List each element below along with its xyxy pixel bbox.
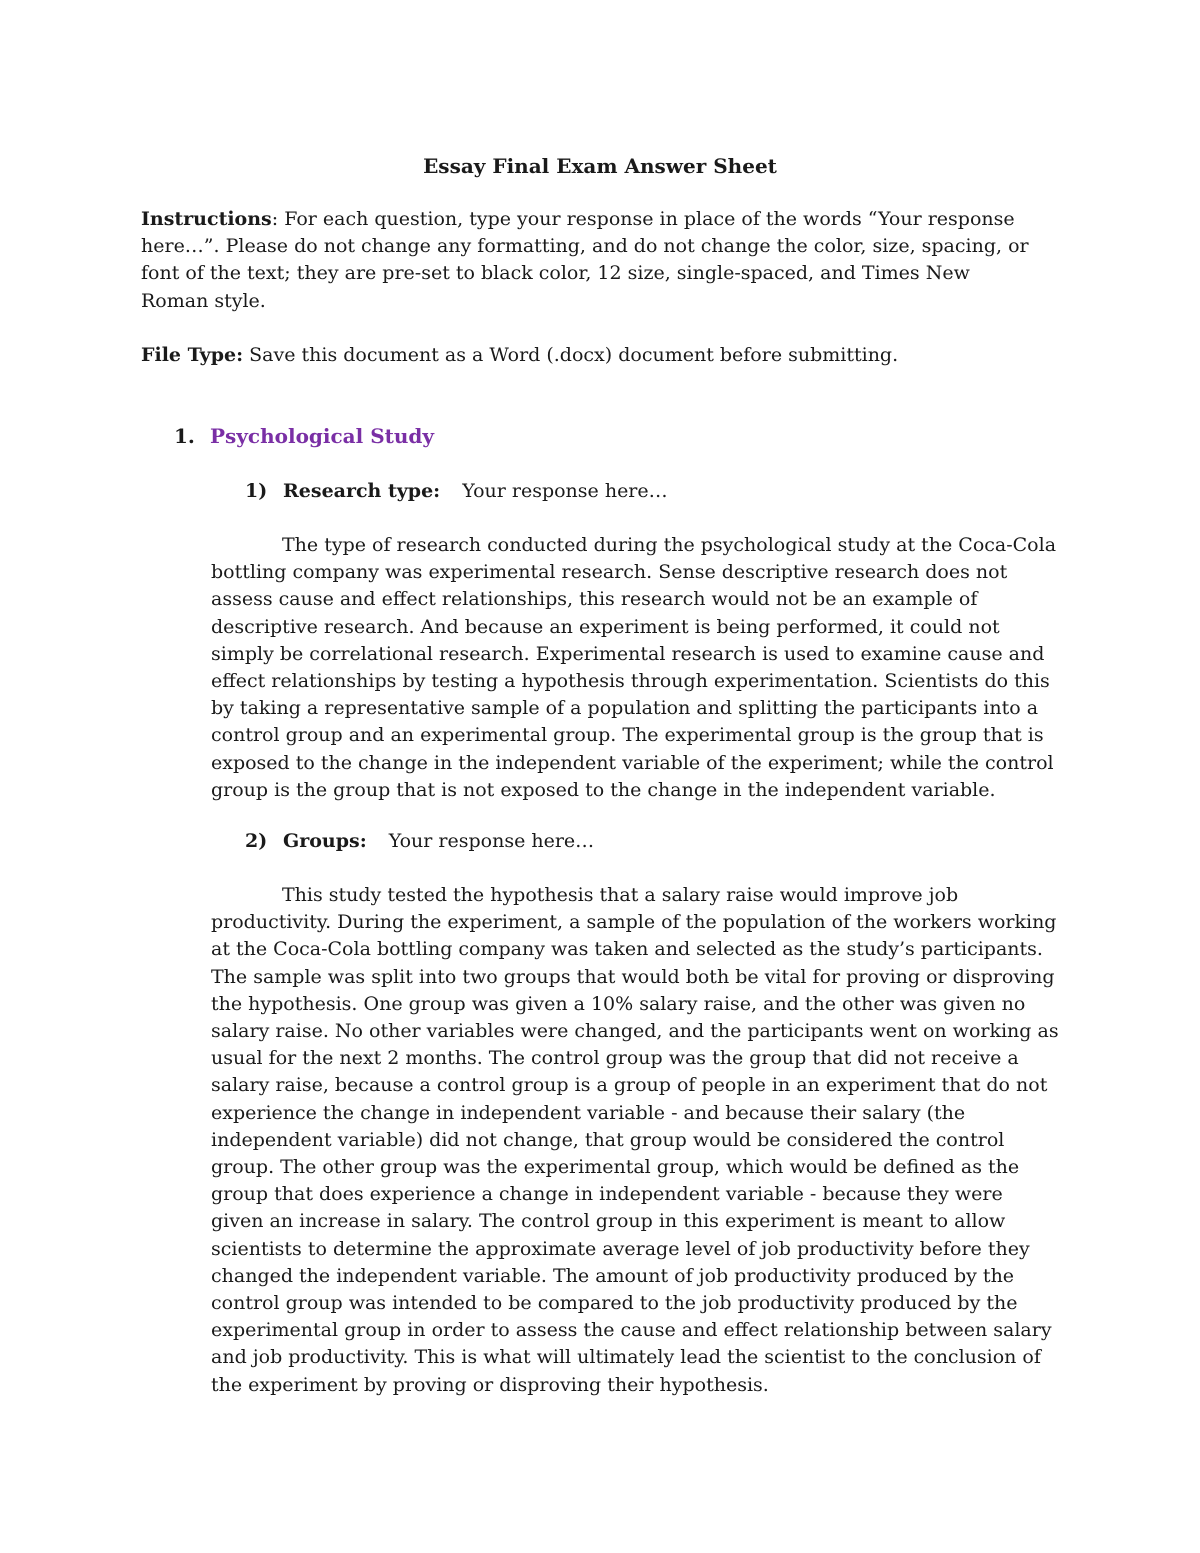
response-placeholder[interactable]: Your response here… <box>388 830 595 852</box>
file-type-label: File Type: <box>141 344 244 366</box>
question-label: Groups: <box>283 830 367 852</box>
question-label: Research type: <box>283 480 441 502</box>
section-title: Psychological Study <box>210 424 435 448</box>
answer-research-type[interactable]: The type of research conducted during the psychological study at the Coca-Cola bottling company was experimental research. Sense descriptive research does not assess cause and effect relationships, this research would not be an example of descriptive research. And because an experiment is being performed, it could not simply be correlational research. Experimental research is used to examine cause and effect relationships by testing a hypothesis through experimentation. Scientists do this by taking a representative sample of a population and splitting the participants into a control group and an experimental group. The experimental group is the group that is exposed to the change in the independent variable of the experiment; while the control group is the group that is not exposed to the change in the independent variable. <box>211 534 1057 801</box>
document-title: Essay Final Exam Answer Sheet <box>423 154 777 178</box>
question-research-type <box>245 478 668 505</box>
question-groups <box>245 828 594 855</box>
response-placeholder[interactable]: Your response here… <box>462 480 668 502</box>
file-type-paragraph <box>141 342 1061 369</box>
section-heading <box>174 423 434 450</box>
section-number: 1. <box>174 424 195 448</box>
instructions-label: Instructions <box>141 208 272 230</box>
answer-groups[interactable]: This study tested the hypothesis that a salary raise would improve job productivity. During the experiment, a sample of the population of the workers working at the Coca-Cola bottling company was taken and selected as the study’s participants. The sample was split into two groups that would both be vital for proving or disproving the hypothesis. One group was given a 10% salary raise, and the other was given no salary raise. No other variables were changed, and the participants went on working as usual for the next 2 months. The control group was the group that did not receive a salary raise, because a control group is a group of people in an experiment that do not experience the change in independent variable - and because their salary (the independent variable) did not change, that group would be considered the control group. The other group was the experimental group, which would be defined as the group that does experience a change in independent variable - because they were given an increase in salary. The control group in this experiment is meant to allow scientists to determine the approximate average level of job productivity before they changed the independent variable. The amount of job productivity produced by the control group was intended to be compared to the job productivity produced by the experimental group in order to assess the cause and effect relationship between salary and job productivity. This is what will ultimately lead the scientist to the conclusion of the experiment by proving or disproving their hypothesis. <box>211 884 1059 1396</box>
instructions-text: : For each question, type your response in place of the words “Your response here…”. Please do not change any formatting, and do not change the color, size, spacing, or font of the text; they are pre-set to black color, 12 size, single-spaced, and Times New Roman style. <box>141 208 1029 312</box>
question-number: 1) <box>245 480 268 502</box>
question-number: 2) <box>245 830 268 852</box>
instructions-paragraph <box>141 206 1041 315</box>
file-type-text: Save this document as a Word (.docx) document before submitting. <box>243 344 899 366</box>
